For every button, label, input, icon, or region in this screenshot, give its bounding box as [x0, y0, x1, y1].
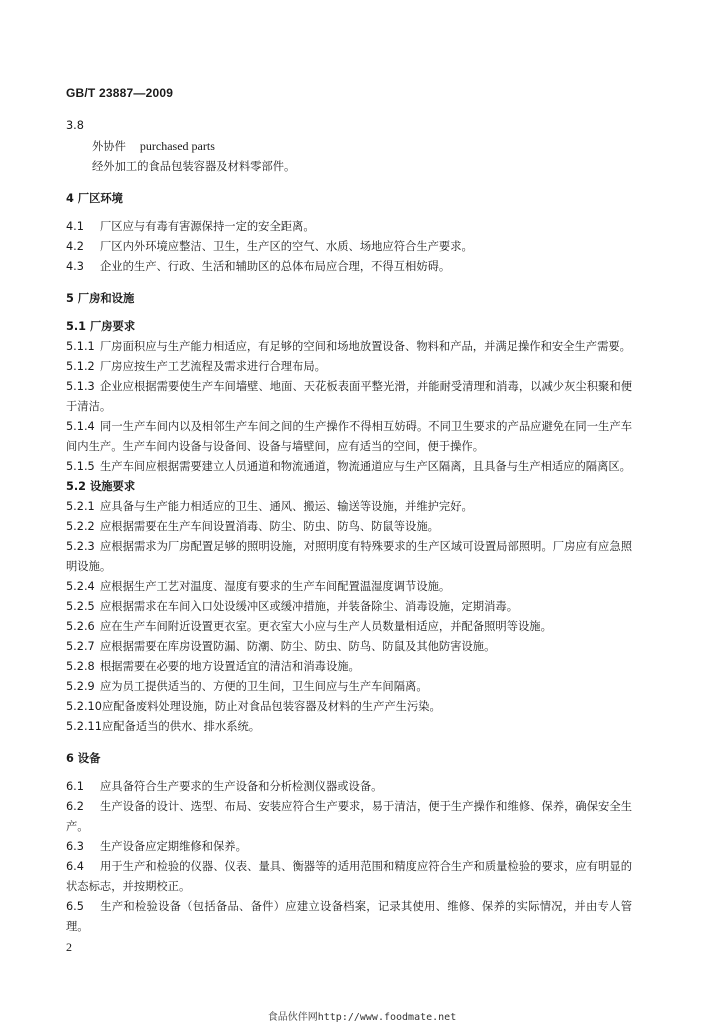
clause: [66, 237, 632, 257]
clause: [66, 777, 632, 797]
clause: [66, 597, 632, 617]
subsection-5-1-heading: 5.1 厂房要求: [66, 320, 136, 333]
footer-url[interactable]: http://www.foodmate.net: [317, 1012, 457, 1023]
clause-text: 同一生产车间内以及相邻生产车间之间的生产操作不得相互妨碍。不同卫生要求的产品应避免在同一生产车间内生产。生产车间内设备与设备间、设备与墙壁间，应有适当的空间，便于操作。: [66, 420, 632, 453]
subsection-5-2-heading: 5.2 设施要求: [66, 480, 136, 493]
document-body: [66, 110, 632, 937]
clause-number: 4.3: [66, 260, 84, 273]
clause-number: 6.3: [66, 840, 84, 853]
section-6-items: [66, 777, 632, 937]
clause-text: 厂区内外环境应整洁、卫生，生产区的空气、水质、场地应符合生产要求。: [100, 240, 473, 253]
clause: [66, 497, 632, 517]
footer-watermark: [0, 1008, 724, 1023]
clause-text: 应配备适当的供水、排水系统。: [101, 720, 261, 733]
clause-number: 5.2.7: [66, 640, 95, 653]
clause: [66, 517, 632, 537]
clause-text: 应根据需求在车间入口处设缓冲区或缓冲措施，并装备除尘、消毒设施，定期消毒。: [100, 600, 518, 613]
section-4-heading: 4 厂区环境: [66, 192, 123, 205]
subsection-5-1-items: [66, 337, 632, 477]
clause-text: 应为员工提供适当的、方便的卫生间，卫生间应与生产车间隔离。: [100, 680, 428, 693]
clause-text: 生产车间应根据需要建立人员通道和物流通道，物流通道应与生产区隔离，且具备与生产相适应的隔离区。: [100, 460, 631, 473]
clause: [66, 577, 632, 597]
term-name-zh: 外协件: [92, 140, 126, 153]
clause: [66, 697, 632, 717]
clause: [66, 257, 632, 277]
clause-text: 生产设备应定期维修和保养。: [100, 840, 247, 853]
clause-text: 应根据生产工艺对温度、湿度有要求的生产车间配置温湿度调节设施。: [100, 580, 451, 593]
clause-text: 应配备废料处理设施，防止对食品包装容器及材料的生产产生污染。: [101, 700, 441, 713]
clause-number: 5.2.5: [66, 600, 95, 613]
clause-number: 5.2.2: [66, 520, 95, 533]
clause-text: 厂区应与有毒有害源保持一定的安全距离。: [100, 220, 315, 233]
clause: [66, 617, 632, 637]
clause: [66, 837, 632, 857]
clause: [66, 417, 632, 457]
clause-text: 厂房应按生产工艺流程及需求进行合理布局。: [100, 360, 326, 373]
clause-number: 5.1.5: [66, 460, 95, 473]
clause-text: 应根据需求为厂房配置足够的照明设施，对照明度有特殊要求的生产区域可设置局部照明。厂房应有应急照明设施。: [66, 540, 632, 573]
clause-number: 5.1.1: [66, 340, 95, 353]
clause-number: 5.1.2: [66, 360, 95, 373]
clause-number: 6.1: [66, 780, 84, 793]
clause: [66, 657, 632, 677]
clause: [66, 217, 632, 237]
clause-text: 应在生产车间附近设置更衣室。更衣室大小应与生产人员数量相适应，并配备照明等设施。: [100, 620, 552, 633]
clause-text: 应具备与生产能力相适应的卫生、通风、搬运、输送等设施，并维护完好。: [100, 500, 473, 513]
clause-number: 4.2: [66, 240, 84, 253]
clause: [66, 537, 632, 577]
clause-number: 5.1.4: [66, 420, 95, 433]
clause-number: 5.2.9: [66, 680, 95, 693]
section-6-heading: 6 设备: [66, 752, 101, 765]
clause-number: 5.2.4: [66, 580, 95, 593]
document-code: GB/T 23887—2009: [66, 86, 174, 100]
clause: [66, 897, 632, 937]
clause: [66, 637, 632, 657]
term-3-8: [66, 116, 632, 177]
clause-text: 厂房面积应与生产能力相适应，有足够的空间和场地放置设备、物料和产品，并满足操作和安全生产需要。: [100, 340, 631, 353]
subsection-5-2-items: [66, 497, 632, 737]
clause-number: 4.1: [66, 220, 84, 233]
clause: [66, 357, 632, 377]
clause-text: 用于生产和检验的仪器、仪表、量具、衡器等的适用范围和精度应符合生产和质量检验的要求，应有明显的状态标志，并按期校正。: [66, 860, 632, 893]
term-name-en: purchased parts: [139, 139, 215, 153]
clause-number: 6.5: [66, 900, 84, 913]
clause-number: 6.2: [66, 800, 84, 813]
clause-text: 根据需要在必要的地方设置适宜的清洁和消毒设施。: [100, 660, 360, 673]
clause-number: 5.2.8: [66, 660, 95, 673]
clause-text: 应根据需要在库房设置防漏、防潮、防尘、防虫、防鸟、防鼠及其他防害设施。: [100, 640, 496, 653]
clause-text: 应根据需要在生产车间设置消毒、防尘、防虫、防鸟、防鼠等设施。: [100, 520, 439, 533]
clause: [66, 377, 632, 417]
term-number: 3.8: [66, 119, 84, 132]
clause: [66, 717, 632, 737]
clause-text: 生产设备的设计、选型、布局、安装应符合生产要求，易于清洁，便于生产操作和维修、保养，确保安全生产。: [66, 800, 632, 833]
clause-number: 5.1.3: [66, 380, 95, 393]
clause-number: 6.4: [66, 860, 84, 873]
section-5-heading: 5 厂房和设施: [66, 292, 135, 305]
clause: [66, 797, 632, 837]
clause-number: 5.2.10: [66, 700, 102, 713]
page-number: 2: [66, 940, 72, 954]
clause: [66, 677, 632, 697]
clause-number: 5.2.1: [66, 500, 95, 513]
footer-site-name: 食品伙伴网: [267, 1012, 318, 1023]
clause-text: 应具备符合生产要求的生产设备和分析检测仪器或设备。: [100, 780, 383, 793]
clause-number: 5.2.3: [66, 540, 95, 553]
clause-number: 5.2.11: [66, 720, 102, 733]
clause: [66, 337, 632, 357]
clause-number: 5.2.6: [66, 620, 95, 633]
term-name: [66, 136, 632, 157]
section-4-items: [66, 217, 632, 277]
clause: [66, 857, 632, 897]
clause-text: 企业应根据需要使生产车间墙壁、地面、天花板表面平整光滑，并能耐受清理和消毒，以减少灰尘积聚和便于清洁。: [66, 380, 632, 413]
clause: [66, 457, 632, 477]
term-definition: 经外加工的食品包装容器及材料零部件。: [92, 160, 296, 173]
clause-text: 企业的生产、行政、生活和辅助区的总体布局应合理，不得互相妨碍。: [100, 260, 451, 273]
clause-text: 生产和检验设备（包括备品、备件）应建立设备档案，记录其使用、维修、保养的实际情况，并由专人管理。: [66, 900, 632, 933]
